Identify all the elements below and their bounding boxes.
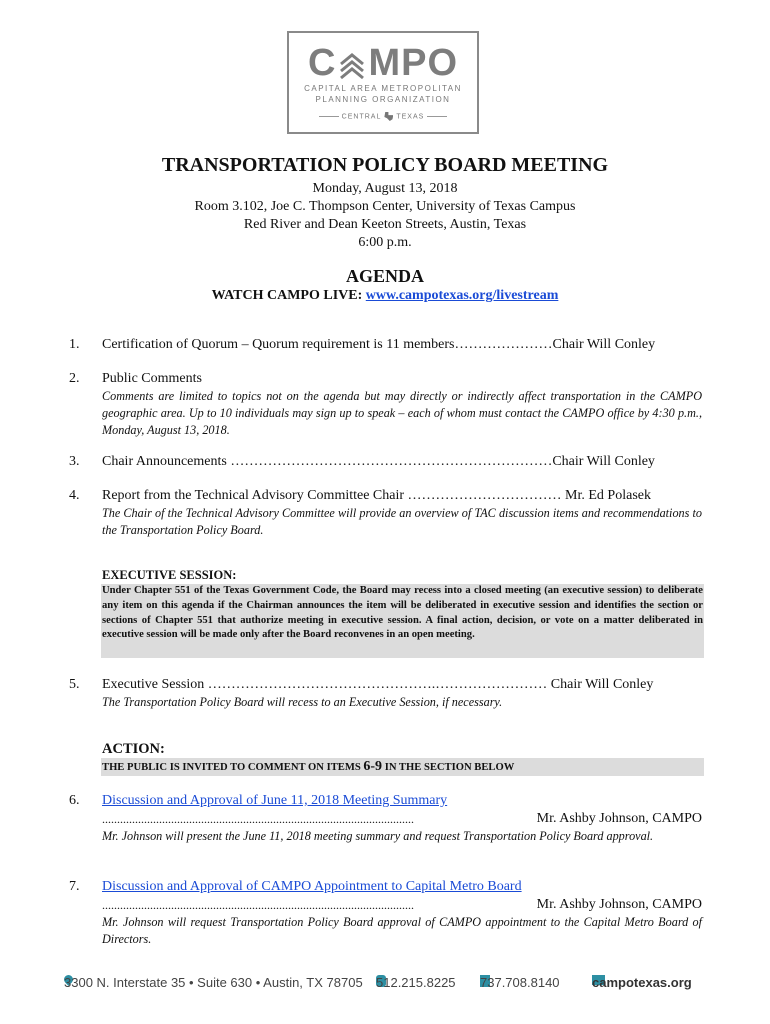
item-label-text: Executive Session bbox=[102, 677, 208, 692]
item-leader: …………………………… bbox=[407, 488, 562, 503]
item-7-link[interactable]: Discussion and Approval of CAMPO Appointment to Capital Metro Board bbox=[102, 879, 522, 894]
item-label bbox=[102, 337, 655, 353]
footer-phone-text: 512.215.8225 bbox=[376, 975, 456, 990]
item-number: 3. bbox=[69, 454, 80, 469]
item-leader: ........................................................................................................ bbox=[102, 898, 414, 912]
action-notice-range: 6-9 bbox=[363, 759, 383, 774]
footer-website-text[interactable]: campotexas.org bbox=[592, 975, 692, 990]
item-presenter: Chair Will Conley bbox=[547, 677, 654, 692]
meeting-time: 6:00 p.m. bbox=[358, 235, 412, 250]
item-label-text: Certification of Quorum – Quorum requirement is 11 members bbox=[102, 337, 455, 352]
meeting-room: Room 3.102, Joe C. Thompson Center, University of Texas Campus bbox=[194, 199, 576, 214]
watch-live bbox=[0, 288, 770, 304]
campo-logo bbox=[287, 31, 479, 134]
footer-address-text: 3300 N. Interstate 35 • Suite 630 • Austin, TX 78705 bbox=[64, 975, 363, 990]
footer bbox=[64, 975, 709, 993]
item-leader: ………………… bbox=[454, 337, 553, 352]
item-presenter: Mr. Ed Polasek bbox=[561, 488, 651, 503]
logo-region-left: CENTRAL bbox=[341, 113, 382, 121]
item-description: Mr. Johnson will present the June 11, 2018 meeting summary and request Transportation Policy Board approval. bbox=[102, 829, 654, 843]
item-presenter: Mr. Ashby Johnson, CAMPO bbox=[536, 897, 702, 912]
logo-line-1: CAPITAL AREA METROPOLITAN bbox=[304, 84, 462, 93]
item-label bbox=[102, 454, 655, 470]
item-description: The Transportation Policy Board will recess to an Executive Session, if necessary. bbox=[102, 695, 503, 709]
action-notice bbox=[101, 758, 704, 776]
item-description: Mr. Johnson will request Transportation Policy Board approval of CAMPO appointment to the Capital Metro Board of Directors. bbox=[102, 915, 702, 946]
livestream-link[interactable]: www.campotexas.org/livestream bbox=[365, 288, 559, 303]
chevron-mark-icon bbox=[337, 50, 367, 80]
watch-live-label: WATCH CAMPO LIVE: bbox=[211, 288, 366, 303]
item-6-link[interactable]: Discussion and Approval of June 11, 2018 Meeting Summary bbox=[102, 793, 448, 808]
item-number: 4. bbox=[69, 488, 80, 503]
footer-fax-text: 737.708.8140 bbox=[480, 975, 560, 990]
page-title: TRANSPORTATION POLICY BOARD MEETING bbox=[161, 154, 609, 176]
item-presenter: Chair Will Conley bbox=[552, 337, 656, 352]
item-presenter: Chair Will Conley bbox=[552, 454, 655, 469]
logo-region bbox=[289, 112, 477, 121]
logo-line-2: PLANNING ORGANIZATION bbox=[315, 95, 451, 104]
item-label-text: Report from the Technical Advisory Committee Chair bbox=[102, 488, 408, 503]
action-heading: ACTION: bbox=[102, 741, 165, 757]
item-description: The Chair of the Technical Advisory Committee will provide an overview of TAC discussion items and recommendations to the Transportation Policy Board. bbox=[102, 506, 702, 537]
item-number: 5. bbox=[69, 677, 80, 692]
item-leader: ........................................................................................................ bbox=[102, 812, 414, 826]
item-presenter: Mr. Ashby Johnson, CAMPO bbox=[536, 811, 702, 826]
action-notice-post: IN THE SECTION BELOW bbox=[382, 762, 515, 773]
executive-session-heading: EXECUTIVE SESSION: bbox=[102, 568, 237, 582]
logo-letter-c: C bbox=[307, 42, 337, 84]
item-label bbox=[102, 677, 653, 693]
executive-session-notice: Under Chapter 551 of the Texas Government Code, the Board may recess into a closed meeting (an executive session) to deliberate any item on this agenda if the Chairman announces the item will be deliberated in executive session and identifies the section or sections of Chapter 551 that authorize meeting in executive session. A final action, decision, or vote on a matter deliberated in executive session will be made only after the Board reconvenes in an open meeting. bbox=[101, 584, 704, 658]
item-number: 1. bbox=[69, 337, 80, 352]
item-label bbox=[102, 488, 651, 504]
item-number: 6. bbox=[69, 793, 80, 808]
item-leader: …………………………………………………………… bbox=[230, 454, 553, 469]
meeting-streets: Red River and Dean Keeton Streets, Austin, Texas bbox=[243, 217, 527, 232]
meeting-date: Monday, August 13, 2018 bbox=[312, 181, 458, 196]
item-number: 7. bbox=[69, 879, 80, 894]
item-number: 2. bbox=[69, 371, 80, 386]
action-notice-pre: THE PUBLIC IS INVITED TO COMMENT ON ITEMS bbox=[102, 762, 364, 773]
item-label-text: Chair Announcements bbox=[102, 454, 231, 469]
item-leader: ………………………………………….…………………… bbox=[207, 677, 548, 692]
texas-icon bbox=[384, 112, 393, 121]
item-description: Comments are limited to topics not on the agenda but may directly or indirectly affect transportation in the CAMPO geographic area. Up to 10 individuals may sign up to speak – each of whom must contact the CAMPO office by 4:30 p.m., Monday, August 13, 2018. bbox=[102, 389, 702, 437]
logo-letters-mpo: MPO bbox=[368, 42, 458, 84]
item-label: Public Comments bbox=[102, 371, 202, 386]
logo-region-right: TEXAS bbox=[396, 113, 425, 121]
agenda-heading: AGENDA bbox=[345, 266, 424, 286]
